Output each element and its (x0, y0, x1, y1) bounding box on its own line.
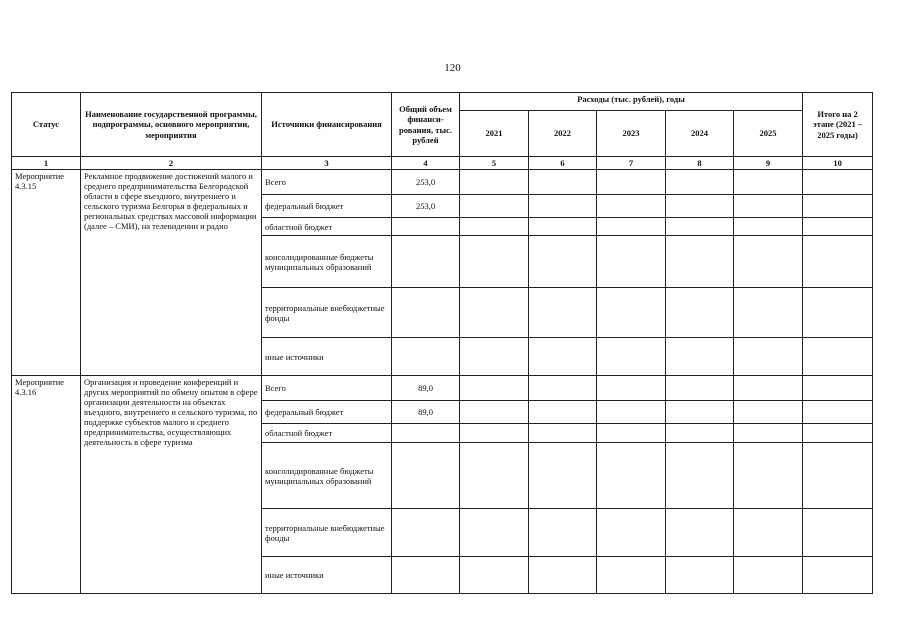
funding-total (392, 236, 460, 288)
activity-status: Мероприятие 4.3.16 (12, 376, 81, 594)
column-number: 9 (734, 157, 803, 170)
column-number-row (12, 157, 873, 170)
header-expenses: Расходы (тыс. рублей), годы (460, 93, 803, 111)
header-itogo: Итого на 2 этапе (2021 – 2025 годы) (803, 93, 873, 157)
table-row (12, 170, 873, 195)
funding-total (392, 288, 460, 338)
header-total: Общий объем финанси-рования, тыс. рублей (392, 93, 460, 157)
funding-total (392, 557, 460, 594)
funding-total: 253,0 (392, 170, 460, 195)
header-year-2022: 2022 (529, 111, 597, 157)
column-number: 1 (12, 157, 81, 170)
funding-source: консолидированные бюджеты муниципальных образований (262, 236, 392, 288)
column-number: 8 (666, 157, 734, 170)
funding-source: консолидированные бюджеты муниципальных образований (262, 443, 392, 509)
funding-source: Всего (262, 376, 392, 401)
funding-total (392, 443, 460, 509)
column-number: 4 (392, 157, 460, 170)
funding-source: областной бюджет (262, 424, 392, 443)
funding-source: Всего (262, 170, 392, 195)
header-year-2024: 2024 (666, 111, 734, 157)
funding-source: иные источники (262, 557, 392, 594)
header-year-2021: 2021 (460, 111, 529, 157)
header-year-2025: 2025 (734, 111, 803, 157)
header-sources: Источники финансирования (262, 93, 392, 157)
column-number: 7 (597, 157, 666, 170)
header-status: Статус (12, 93, 81, 157)
funding-total: 89,0 (392, 376, 460, 401)
header-name: Наименование государственной программы, подпрограммы, основного мероприятии, мероприятия (81, 93, 262, 157)
funding-source: территориальные внебюджетные фонды (262, 509, 392, 557)
column-number: 5 (460, 157, 529, 170)
table-row (12, 376, 873, 401)
funding-total (392, 509, 460, 557)
funding-source: федеральный бюджет (262, 401, 392, 424)
funding-source: областной бюджет (262, 218, 392, 236)
budget-table (11, 92, 873, 594)
funding-total (392, 338, 460, 376)
funding-total: 253,0 (392, 195, 460, 218)
funding-total (392, 218, 460, 236)
page-number: 120 (444, 62, 461, 74)
column-number: 3 (262, 157, 392, 170)
column-number: 6 (529, 157, 597, 170)
activity-name: Рекламное продвижение достижений малого и среднего предпринимательства Белгородской области в сфере въездного, внутреннего и сельского туризма Белгорья в федеральных и региональных средствах массовой информации (далее – СМИ), на телевидении и радио (81, 170, 262, 376)
column-number: 2 (81, 157, 262, 170)
funding-total (392, 424, 460, 443)
activity-name: Организация и проведение конференций и других мероприятий по обмену опытом в сфере организации деятельности на объектах въездного, внутреннего и сельского туризма, по поддержке субъектов малого и среднего предпринимательства, осуществляющих деятельность в сфере туризма (81, 376, 262, 594)
funding-source: федеральный бюджет (262, 195, 392, 218)
funding-source: территориальные внебюджетные фонды (262, 288, 392, 338)
funding-total: 89,0 (392, 401, 460, 424)
funding-source: иные источники (262, 338, 392, 376)
activity-status: Мероприятие 4.3.15 (12, 170, 81, 376)
header-year-2023: 2023 (597, 111, 666, 157)
column-number: 10 (803, 157, 873, 170)
